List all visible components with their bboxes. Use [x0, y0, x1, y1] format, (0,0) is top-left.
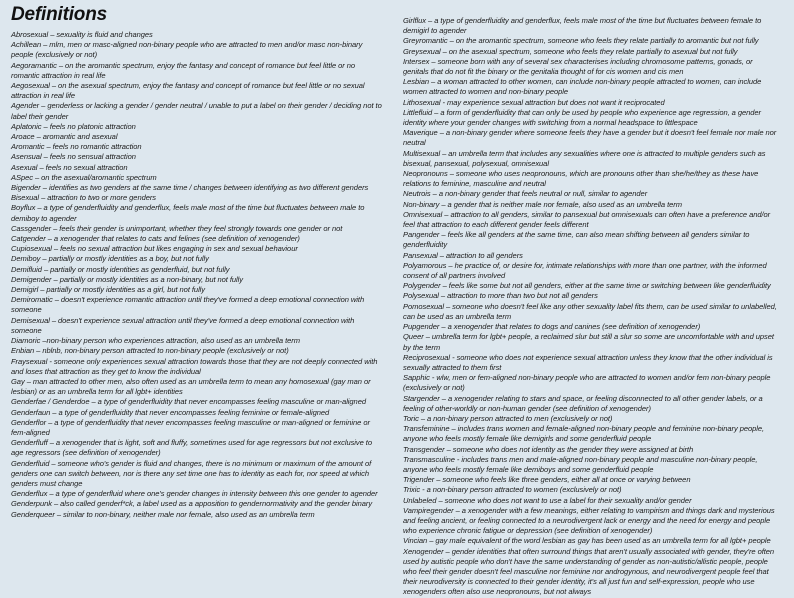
definition-entry: Genderfae / Genderdoe – a type of genderfluidity that never encompasses feeling masculine or man-aligned: [11, 397, 366, 407]
definition-entry: Girlflux – a type of genderfluidity and genderflux, feels male most of the time but fluctuates between female to demigirl to agender: [403, 16, 762, 36]
definition-entry: Boyflux – a type of genderfluidity and genderflux, feels male most of the time but fluctuates between male to demiboy to agender: [11, 203, 365, 223]
definition-entry: Polygender – feels like some but not all genders, either at the same time or switching between like genderfluidity: [403, 281, 771, 291]
definition-entry: Aegoramantic – on the aromantic spectrum, enjoy the fantasy and concept of romance but feel little or no romantic attraction in real life: [11, 60, 356, 80]
definition-entry: Stargender – a xenogender relating to stars and space, or feeling disconnected to all other gender labels, or a feeling of other-worldly or non-human gender (see definition of xenogender): [403, 393, 763, 413]
definition-entry: ASpec – on the asexual/aromantic spectrum: [11, 172, 157, 182]
definition-entry: Trixic - a non-binary person attracted to women (exclusively or not): [403, 485, 622, 495]
definition-entry: Genderpunk – also called genderf*ck, a label used as a apposition to gendernormativity and the gender binary: [11, 499, 373, 509]
definition-entry: Bigender – identifies as two genders at the same time / changes between identifying as two different genders: [11, 183, 369, 193]
definition-entry: Demigirl – partially or mostly identities as a girl, but not fully: [11, 285, 206, 295]
definition-entry: Catgender – a xenogender that relates to cats and felines (see definition of xenogender): [11, 234, 300, 244]
definition-entry: Genderflux – a type of genderfluid where one's gender changes in intensity between this one gender to agender: [11, 489, 378, 499]
definition-entry: Reciprosexual - someone who does not experience sexual attraction unless they know that the other individual is sexually attracted to them first: [403, 352, 773, 372]
definition-entry: Demigender – partially or mostly identities as a non-binary, but not fully: [11, 274, 244, 284]
definition-entry: Cassgender – feels their gender is unimportant, whether they feel strongly towards one gender or not: [11, 223, 343, 233]
definition-entry: Omnisexual – attraction to all genders, similar to pansexual but omnisexuals can often have a preference and/or feel that attraction to each different gender feels different: [403, 209, 771, 230]
definition-entry: Neopronouns – someone who uses neopronouns, which are pronouns other than she/he/they as these have relations to feminine, masculine and neutral: [403, 169, 759, 189]
definition-entry: Lesbian – a woman attracted to other women, can include non-binary people attracted to women, can include women attracted to women and non-binary people: [403, 77, 762, 97]
definition-entry: Demiboy – partially or mostly identities as a boy, but not fully: [11, 254, 209, 264]
definition-entry: Greyromantic – on the aromantic spectrum, someone who feels they relate partially to aromantic but not fully: [403, 36, 759, 46]
definition-entry: Non-binary – a gender that is neither male nor female, also used as an umbrella term: [403, 199, 682, 209]
left-definitions-column: [11, 30, 385, 520]
definition-entry: Vincian – gay male equivalent of the word lesbian as gay has been used as an umbrella term for all lgbt+ people: [403, 536, 771, 546]
definition-entry: Agender – genderless or lacking a gender / gender neutral / unable to put a label on their gender / deciding not to label their gender: [11, 101, 382, 121]
definition-entry: Neutrois – a non-binary gender that feels neutral or null, similar to agender: [403, 189, 648, 199]
definition-entry: Toric – a non-binary person attracted to men (exclusively or not): [403, 413, 613, 423]
definition-entry: Lithosexual - may experience sexual attraction but does not want it reciprocated: [403, 97, 665, 107]
definition-entry: Cupiosexual – feels no sexual attraction but likes engaging in sex and sexual behaviour: [11, 244, 298, 254]
definition-entry: Demisexual – doesn't experience sexual attraction until they've formed a deep emotional connection with someone: [11, 315, 355, 335]
definition-entry: Trigender – someone who feels like three genders, either all at once or varying between: [403, 475, 691, 485]
definition-entry: Greysexual – on the asexual spectrum, someone who feels they relate partially to asexual but not fully: [403, 46, 738, 56]
definition-entry: Transfeminine – includes trans women and female-aligned non-binary people and feminine non-binary people, anyone who feels mostly female like demigirls and some genderfluid people: [403, 424, 765, 444]
definition-entry: Demiromatic – doesn't experience romantic attraction until they've formed a deep emotional connection with someone: [11, 295, 365, 315]
definition-entry: Genderfluid – someone who's gender is fluid and changes, there is no minimum or maximum of the amount of genders one can switch between, nor is there any set time one has to identity as each for, nor speed at which genders must change: [11, 458, 372, 488]
definition-entry: Aroace – aromantic and asexual: [11, 132, 118, 142]
definition-entry: Gay – man attracted to other men, also often used as an umbrella term to mean any homosexual (gay man or lesbian) or as an umbrella term for all lgbt+ identities: [11, 376, 371, 397]
definition-entry: Achillean – mlm, men or masc-aligned non-binary people who are attracted to men and/or masc non-binary people (exclusively or not): [11, 40, 363, 60]
right-definitions-column: [403, 16, 779, 598]
definition-entry: Queer – umbrella term for lgbt+ people, a reclaimed slur but still a slur so some are uncomfortable with and upset by the term: [403, 332, 774, 352]
definition-entry: Intersex – someone born with any of several sex characterises including chromosome patterns, gonads, or genitals that do not fit the binary or the genitalia thought of for cis women and cis men: [403, 56, 753, 77]
definition-entry: Pomosexual – someone who doesn't feel like any other sexuality label fits them, can be used similar to unlabelled, can be used as an umbrella term: [403, 301, 777, 321]
definition-entry: Genderqueer – similar to non-binary, neither male nor female, also used as an umbrella term: [11, 509, 315, 519]
definition-entry: Unlabeled – someone who does not want to use a label for their sexuality and/or gender: [403, 495, 692, 505]
definition-entry: Polysexual – attraction to more than two but not all genders: [403, 291, 598, 301]
definition-entry: Genderflor – a type of genderfluidity that never encompasses feeling masculine or man-aligned or feminine or fem-aligned: [11, 417, 370, 437]
definition-entry: Fraysexual - someone only experiences sexual attraction towards those that they are not deeply connected with and loses that attraction as they get to know the individual: [11, 356, 378, 376]
definition-entry: Pangender – feels like all genders at the same time, can also mean shifting between all genders similar to genderfluidity: [403, 230, 750, 250]
definition-entry: Transgender – someone who does not identity as the gender they were assigned at birth: [403, 444, 694, 454]
definition-entry: Abrosexual – sexuality is fluid and changes: [11, 30, 153, 39]
definition-entry: Asexual – feels no sexual attraction: [11, 162, 128, 172]
definition-entry: Xenogender – gender identities that often surround things that aren't usually associated with gender, they're often used by autistic people who don't have the same understanding of gender as non-autistic/allistic people, people who feel their gender doesn't feel masculine nor feminine nor androgynous, and neurodivergent people feel that their neurodiversity is connected to their gender identity, it's all just fun and self-expression, people who use xenogenders often also use neopronouns, but not always: [403, 546, 775, 597]
definition-entry: Enbian – nblnb, non-binary person attracted to non-binary people (exclusively or not): [11, 346, 289, 356]
definition-entry: Aegosexual – on the asexual spectrum, enjoy the fantasy and concept of romance but feel little or no sexual attraction in real life: [11, 81, 365, 101]
definition-entry: Transmasculine - includes trans men and male-aligned non-binary people and masculine non-binary people, anyone who feels mostly female like demiboys and some genderfluid people: [403, 454, 758, 474]
definition-entry: Aromantic – feels no romantic attraction: [11, 142, 142, 152]
definition-entry: Bisexual – attraction to two or more genders: [11, 193, 157, 203]
definition-entry: Aplatonic – feels no platonic attraction: [11, 121, 136, 131]
definition-entry: Multisexual – an umbrella term that includes any sexualities where one is attracted to multiple genders such as bisexual, pansexual, polysexual, omnisexual: [403, 148, 766, 168]
page-title: Definitions: [11, 4, 107, 25]
definition-entry: Maverique – a non-binary gender where someone feels they have a gender but it doesn't feel female nor male nor neutral: [403, 128, 777, 148]
definition-entry: Littlefluid – a form of genderfluidity that can only be used by people who experience age regression, a gender identity where your gender changes with switching from a normal headspace to littlespace: [403, 107, 761, 128]
definition-entry: Genderfaun – a type of genderfluidity that never encompasses feeling feminine or female-aligned: [11, 407, 330, 417]
definition-entry: Vampiregender – a xenogender with a few meanings, either relating to vampirism and things dark and mysterious and feeling ancient, or feeling connected to a neurodivergent lack or energy and the need for energy and people who experience chronic fatigue or depression (see definition of xenogender): [403, 505, 775, 536]
definition-entry: Sapphic - wlw, men or fem-aligned non-binary people who are attracted to women and/or fem non-binary people (exclusively or not): [403, 373, 771, 393]
definition-entry: Diamoric –non-binary person who experiences attraction, also used as an umbrella term: [11, 336, 300, 346]
definition-entry: Polyamorous – he practice of, or desire for, intimate relationships with more than one partner, with the informed consent of all partners involved: [403, 260, 767, 281]
definition-entry: Pupgender – a xenogender that relates to dogs and canines (see definition of xenogender): [403, 322, 701, 332]
definition-entry: Pansexual – attraction to all genders: [403, 250, 523, 260]
definition-entry: Genderfluff – a xenogender that is light, soft and fluffy, sometimes used for age regressors but not exclusive to age regressors (see definition of xenogender): [11, 438, 372, 458]
definition-entry: Asensual – feels no sensual attraction: [11, 152, 136, 162]
definition-entry: Demifluid – partially or mostly identities as genderfluid, but not fully: [11, 264, 230, 274]
